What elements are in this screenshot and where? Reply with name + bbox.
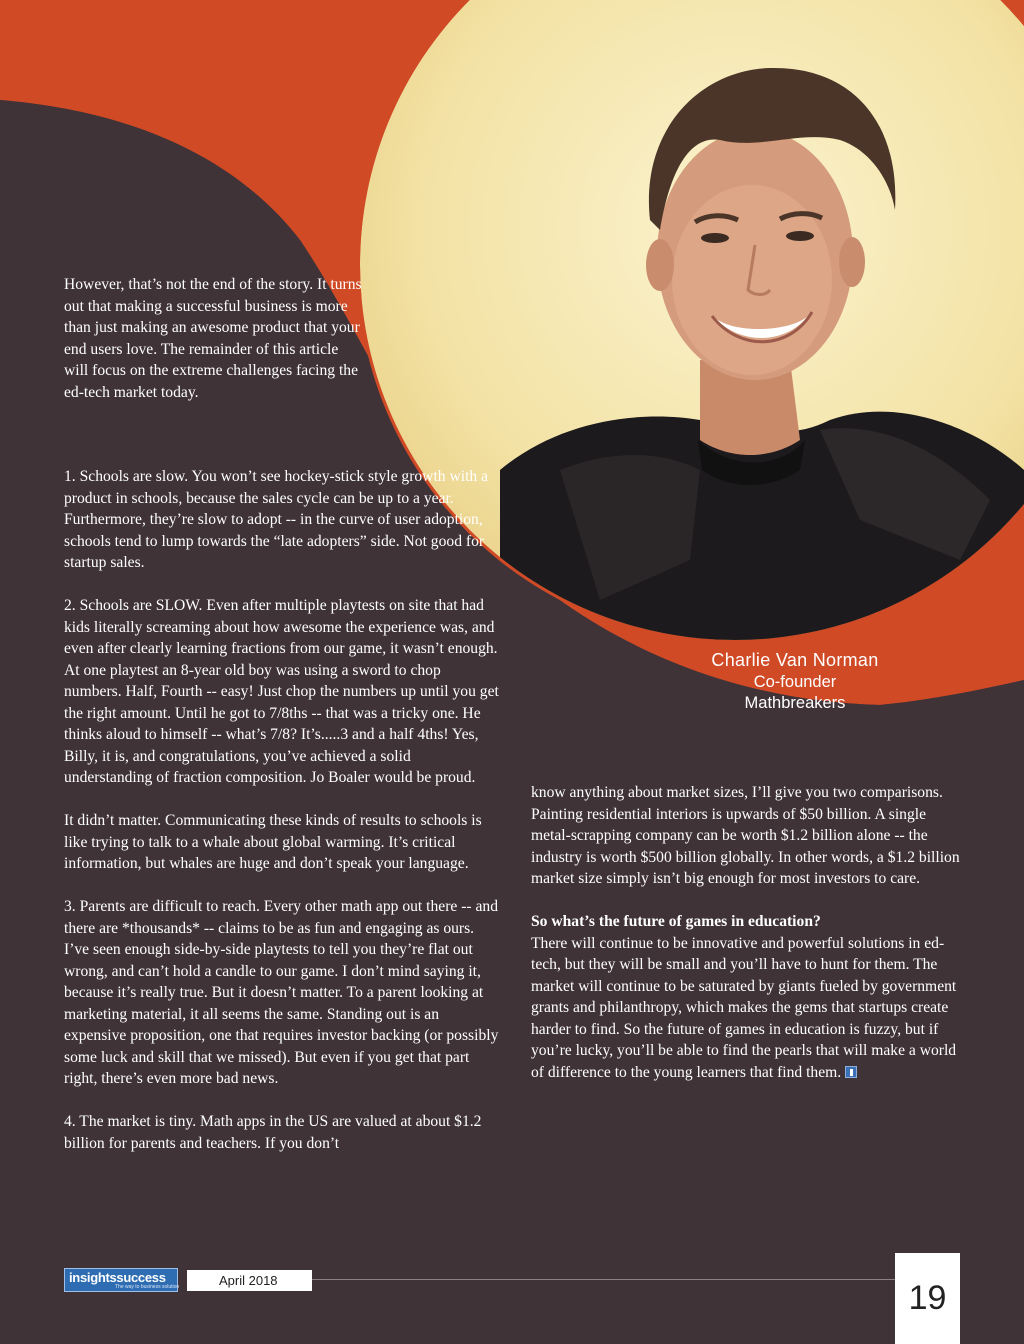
paragraph-didnt-matter: It didn’t matter. Communicating these kinds of results to schools is like trying to talk to a whale about global warming. It’s critical information, but whales are huge and don’t speak your language. xyxy=(64,812,482,872)
insights-success-logo xyxy=(64,1268,178,1292)
paragraph-market-comparisons: know anything about market sizes, I’ll give you two comparisons. Painting residential interiors is upwards of $50 billion. A single metal-scrapping company can be worth $1.2 billion alone -- the industry is worth $500 billion globally. In other words, a $1.2 billion market size simply isn’t big enough for most investors to care. xyxy=(531,784,960,887)
logo-tagline: The way to business solution xyxy=(115,1284,180,1290)
photo-caption-role: Co-founder xyxy=(753,673,837,691)
page-number-box xyxy=(895,1253,960,1344)
footer-divider xyxy=(312,1279,895,1280)
future-section xyxy=(531,911,963,1083)
photo-caption-name: Charlie Van Norman xyxy=(711,650,879,670)
intro-column xyxy=(64,274,364,425)
paragraph-parents: 3. Parents are difficult to reach. Every other math app out there -- and there are *thousands* -- claims to be as fun and engaging as ours. I’ve seen enough side-by-side playtests to tell you they’re flat out wrong, and can’t hold a candle to our game. I don’t mind saying it, because it’s really true. But it doesn’t matter. To a parent looking at marketing material, it all seems the same. Standing out is an expensive proposition, one that requires investor backing (or possibly some luck and skill that we missed). But even if you get that part right, there’s even more bad news. xyxy=(64,898,499,1087)
page-number: 19 xyxy=(908,1279,947,1317)
intro-paragraph: However, that’s not the end of the story. It turns out that making a successful business is more than just making an awesome product that your end users love. The remainder of this article will focus on the extreme challenges facing the ed-tech market today. xyxy=(64,276,362,401)
magazine-end-mark-icon xyxy=(845,1066,857,1078)
issue-date: April 2018 xyxy=(187,1270,312,1291)
future-heading: So what’s the future of games in education? xyxy=(531,913,821,930)
logo-text: insightssuccess xyxy=(69,1270,166,1285)
paragraph-schools-slow: 1. Schools are slow. You won’t see hockey-stick style growth with a product in schools, because the sales cycle can be up to a year. Furthermore, they’re slow to adopt -- in the curve of user adoption, schools tend to lump towards the “late adopters” side. Not good for startup sales. xyxy=(64,468,489,571)
future-body: There will continue to be innovative and powerful solutions in ed-tech, but they will be small and you’ll have to hunt for them. The market will continue to be saturated by giants fueled by government grants and philanthropy, which makes the gems that startups create harder to find. So the future of games in education is fuzzy, but if you’re lucky, you’ll be able to find the pearls that will make a world of difference to the young learners that find them. xyxy=(531,934,957,1081)
photo-caption-company: Mathbreakers xyxy=(744,694,846,712)
left-column xyxy=(64,466,500,1154)
right-column xyxy=(531,782,963,1083)
paragraph-market-tiny: 4. The market is tiny. Math apps in the US are valued at about $1.2 billion for parents and teachers. If you don’t xyxy=(64,1113,482,1152)
paragraph-schools-very-slow: 2. Schools are SLOW. Even after multiple playtests on site that had kids literally screaming about how awesome the experience was, and even after clearly learning fractions from our game, it wasn’t enough. At one playtest an 8-year old boy was using a sword to chop numbers. Half, Fourth -- easy! Just chop the numbers up until you get the right amount. Until he got to 7/8ths -- that was a tricky one. He thinks aloud to himself -- what’s 7/8? It’s.....3 and a half 4ths! Yes, Billy, it is, and congratulations, you’ve achieved a solid understanding of fraction composition. Jo Boaler would be proud. xyxy=(64,597,499,786)
